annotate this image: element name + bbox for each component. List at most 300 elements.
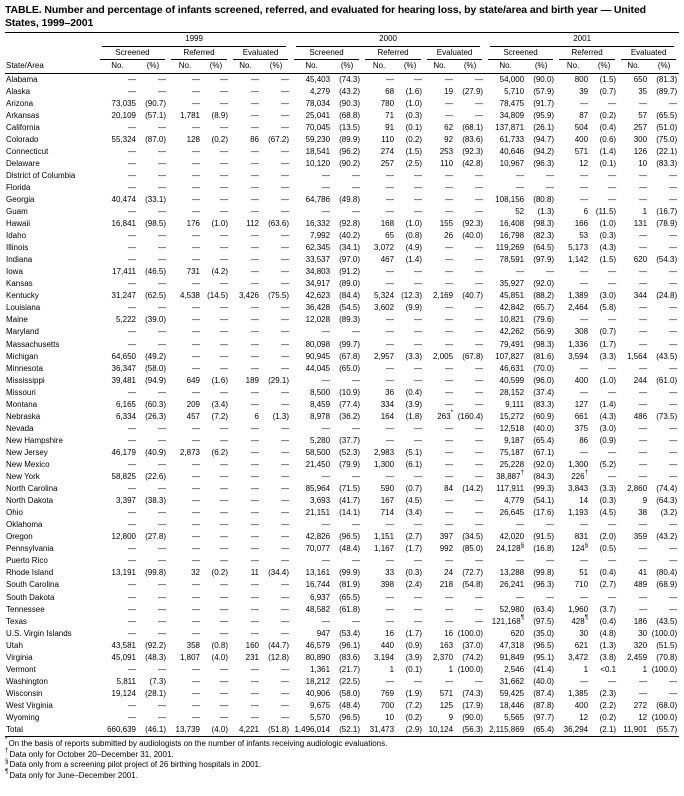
table-row — [5, 73, 679, 86]
value-cell: (99.9) — [339, 568, 361, 578]
value-cell: (96.3) — [533, 158, 555, 168]
value-cell: — — [475, 604, 484, 614]
value-cell: — — [516, 520, 525, 530]
value-cell: 3,693 — [310, 496, 331, 506]
table-row — [5, 495, 679, 507]
value-cell: — — [669, 194, 678, 204]
value-cell: (79.9) — [339, 460, 361, 469]
value-cell: 3,397 — [115, 496, 136, 506]
value-cell: — — [580, 279, 589, 289]
value-cell: 12 — [638, 712, 648, 722]
value-cell: — — [669, 170, 678, 180]
value-cell: — — [158, 86, 166, 96]
state-cell: Georgia — [6, 194, 35, 204]
footnote-marker: § — [5, 757, 9, 765]
value-cell: 164 — [380, 411, 395, 421]
value-cell: (75.0) — [656, 134, 678, 144]
value-cell: (38.3) — [145, 496, 166, 506]
value-cell: — — [386, 363, 395, 373]
value-cell: — — [158, 423, 166, 433]
value-cell: (58.0) — [145, 363, 166, 373]
value-cell: — — [322, 520, 331, 530]
footnote-marker: † — [5, 747, 9, 755]
value-cell: — — [192, 484, 200, 494]
value-cell: — — [281, 122, 290, 132]
value-cell: — — [608, 676, 617, 686]
value-cell: — — [158, 339, 166, 349]
value-cell: — — [352, 182, 361, 192]
value-cell: — — [475, 74, 484, 84]
value-cell: — — [475, 363, 484, 373]
value-cell: (3.8) — [599, 652, 617, 662]
table-row — [5, 351, 679, 363]
value-cell: — — [158, 556, 166, 566]
value-cell: — — [516, 592, 525, 602]
value-cell: — — [669, 592, 678, 602]
value-cell: — — [445, 556, 454, 566]
value-cell: (0.2) — [405, 712, 423, 722]
table-row — [5, 278, 679, 290]
value-cell: — — [352, 375, 361, 385]
value-cell: 7,992 — [310, 231, 331, 241]
value-cell: 91,849 — [499, 652, 525, 662]
footnote-text: Data only for June–December 2001. — [9, 770, 138, 780]
value-cell: — — [322, 472, 331, 482]
measure-label: Screened — [100, 47, 165, 61]
value-cell: 1,960 — [568, 604, 589, 614]
value-cell: (1.3) — [272, 411, 290, 421]
value-cell: 1 — [642, 207, 648, 217]
value-cell: (0.7) — [599, 327, 617, 337]
value-cell: — — [128, 182, 136, 192]
value-cell: 1,781 — [179, 110, 200, 120]
footnote — [5, 747, 679, 761]
value-cell: 39,481 — [111, 375, 136, 385]
value-cell: 16,744 — [305, 580, 331, 590]
value-cell: — — [251, 508, 259, 518]
value-cell: — — [445, 207, 454, 217]
value-cell: 51 — [579, 568, 589, 578]
value-cell: (44.7) — [268, 640, 290, 650]
value-cell: — — [414, 472, 423, 482]
value-cell: — — [192, 279, 200, 289]
value-cell: — — [639, 315, 648, 325]
value-cell: (3.0) — [599, 291, 617, 301]
value-cell: (16.8) — [533, 544, 555, 554]
value-cell: (35.0) — [533, 628, 555, 638]
value-cell: — — [192, 616, 200, 626]
value-cell: — — [386, 315, 395, 325]
value-cell: — — [414, 327, 423, 337]
value-cell: — — [220, 146, 228, 156]
value-cell: 57 — [638, 110, 648, 120]
value-cell: (100.0) — [651, 712, 678, 722]
value-cell: — — [251, 688, 259, 698]
value-cell: — — [639, 592, 648, 602]
value-cell: — — [608, 387, 617, 397]
value-cell: — — [220, 520, 228, 530]
value-cell: 320 — [633, 640, 648, 650]
value-cell: (49.8) — [339, 194, 361, 204]
column-header-pct: (%) — [649, 60, 679, 73]
value-cell: — — [669, 447, 678, 457]
value-cell: (2.4) — [405, 580, 423, 590]
value-cell: — — [386, 182, 395, 192]
value-cell: 32 — [191, 568, 200, 578]
value-cell: (100.0) — [651, 664, 678, 674]
value-cell: 257 — [633, 122, 648, 132]
value-cell: (27.9) — [462, 86, 484, 96]
value-cell: 30 — [579, 628, 589, 638]
value-cell: — — [281, 255, 290, 265]
value-cell: — — [445, 508, 454, 518]
state-cell: Illinois — [6, 243, 29, 253]
value-cell: (3.7) — [599, 604, 617, 614]
value-cell: — — [220, 544, 228, 554]
value-cell: (98.3) — [533, 219, 555, 229]
value-cell: — — [281, 592, 290, 602]
value-cell: 167 — [380, 496, 395, 506]
value-cell: 375 — [574, 423, 589, 433]
column-header-no: No. — [168, 60, 202, 73]
value-cell: (8.9) — [211, 110, 228, 120]
value-cell: 4,779 — [504, 496, 525, 506]
value-cell: (84.3) — [533, 472, 555, 482]
value-cell: 620 — [510, 628, 525, 638]
state-cell: North Dakota — [6, 496, 54, 506]
value-cell: (34.1) — [339, 243, 361, 253]
value-cell: — — [251, 303, 259, 313]
value-cell: — — [192, 231, 200, 241]
value-cell: 17,411 — [112, 267, 136, 277]
value-cell: — — [251, 327, 259, 337]
value-cell: 110 — [381, 134, 395, 144]
value-cell: (1.3) — [599, 640, 617, 650]
value-cell: — — [608, 520, 617, 530]
value-cell: — — [128, 122, 136, 132]
value-cell: 10,120 — [305, 158, 331, 168]
value-cell: 31,473 — [369, 725, 395, 735]
value-cell: — — [475, 194, 484, 204]
value-cell: 2,169 — [433, 291, 454, 301]
value-cell: 42,262 — [499, 327, 525, 337]
value-cell: 92 — [444, 134, 454, 144]
value-cell: (1.8) — [405, 411, 423, 421]
value-cell: — — [281, 447, 290, 457]
value-cell: — — [220, 182, 228, 192]
value-cell: (78.9) — [656, 219, 678, 229]
value-cell: (67.1) — [533, 447, 555, 457]
value-cell: — — [445, 496, 454, 506]
value-cell: 108,156 — [495, 194, 525, 204]
value-cell: — — [128, 423, 136, 433]
value-cell: (94.9) — [145, 375, 166, 385]
value-cell: 10,967 — [499, 158, 525, 168]
value-cell: (0.8) — [211, 640, 228, 650]
value-cell: (0.3) — [405, 110, 423, 120]
value-cell: — — [475, 170, 484, 180]
value-cell: — — [220, 604, 228, 614]
value-cell: — — [220, 279, 228, 289]
value-cell: — — [220, 255, 228, 265]
value-cell: — — [220, 676, 228, 686]
value-cell: (96.5) — [533, 640, 555, 650]
value-cell: (81.6) — [533, 351, 555, 361]
value-cell: — — [251, 447, 259, 457]
value-cell: (74.2) — [462, 652, 484, 662]
year-label: 2000 — [296, 33, 480, 47]
measure-header-screened — [485, 47, 556, 61]
table-row — [5, 218, 679, 230]
value-cell: — — [158, 664, 166, 674]
value-cell: — — [220, 592, 228, 602]
footnotes — [5, 736, 679, 781]
value-cell: — — [281, 243, 290, 253]
value-cell: — — [414, 616, 423, 626]
value-cell: (51.8) — [268, 725, 290, 735]
column-header-pct: (%) — [590, 60, 618, 73]
value-cell: 44,045 — [305, 363, 331, 373]
value-cell: — — [546, 556, 555, 566]
table-row — [5, 110, 679, 122]
value-cell: — — [669, 604, 678, 614]
table-row — [5, 423, 679, 435]
value-cell: 39 — [579, 86, 589, 96]
value-cell: — — [475, 472, 484, 482]
value-cell: (96.0) — [533, 375, 555, 385]
value-cell: 166 — [574, 219, 589, 229]
column-header-no: No. — [556, 60, 590, 73]
table-row — [5, 206, 679, 218]
value-cell: 53 — [579, 231, 589, 241]
value-cell: (1.6) — [405, 86, 423, 96]
value-cell: — — [251, 676, 259, 686]
value-cell: (22.6) — [145, 472, 166, 482]
value-cell: 10 — [385, 712, 395, 722]
value-cell: — — [445, 194, 454, 204]
value-cell: — — [281, 339, 290, 349]
value-cell: (4.0) — [211, 652, 228, 662]
data-table — [5, 32, 679, 737]
value-cell: (89.7) — [656, 86, 678, 96]
value-cell: (58.0) — [339, 688, 361, 698]
table-row — [5, 254, 679, 266]
value-cell: (17.9) — [462, 700, 484, 710]
value-cell: (43.2) — [656, 532, 678, 542]
value-cell: — — [128, 387, 136, 397]
value-cell: 68 — [385, 86, 395, 96]
value-cell: 62,345 — [305, 243, 331, 253]
value-cell: 6 — [254, 411, 259, 421]
value-cell: — — [608, 556, 617, 566]
value-cell: 79,491 — [499, 339, 525, 349]
year-label: 2001 — [490, 33, 674, 47]
value-cell: — — [445, 303, 454, 313]
value-cell: (4.2) — [211, 267, 228, 277]
value-cell: — — [192, 182, 200, 192]
value-cell: — — [386, 604, 395, 614]
value-cell: 5,811 — [116, 676, 136, 686]
value-cell: — — [414, 182, 423, 192]
value-cell: — — [281, 520, 290, 530]
value-cell: 35,927 — [499, 279, 525, 289]
value-cell: 6,937 — [310, 592, 331, 602]
value-cell: 1,300 — [374, 460, 395, 469]
column-header-pct: (%) — [526, 60, 556, 73]
value-cell: 571 — [574, 146, 589, 156]
value-cell: — — [639, 327, 648, 337]
value-cell: — — [192, 544, 200, 554]
value-cell: — — [281, 207, 290, 217]
value-cell: (4.3) — [599, 411, 617, 421]
table-row — [5, 363, 679, 375]
value-cell: 13,288 — [499, 568, 525, 578]
value-cell: — — [251, 387, 259, 397]
value-cell: (57.1) — [145, 110, 166, 120]
value-cell: (83.6) — [339, 652, 361, 662]
value-cell: — — [669, 279, 678, 289]
value-cell: (61.8) — [339, 604, 361, 614]
value-cell: 33 — [385, 568, 395, 578]
value-cell: 3,843 — [568, 484, 589, 494]
value-cell: — — [386, 616, 395, 626]
value-cell: — — [414, 170, 423, 180]
value-cell: (67.8) — [462, 351, 484, 361]
value-cell: — — [158, 616, 166, 626]
value-cell: 400 — [574, 700, 589, 710]
value-cell: — — [475, 375, 484, 385]
value-cell: — — [639, 435, 648, 445]
value-cell: — — [414, 339, 423, 349]
value-cell: — — [158, 460, 166, 469]
value-cell: (100.0) — [457, 628, 484, 638]
value-cell: 155 — [439, 219, 454, 229]
value-cell: — — [128, 146, 136, 156]
value-cell: — — [158, 484, 166, 494]
value-cell: (16.7) — [656, 207, 678, 217]
value-cell: (51.0) — [656, 122, 678, 132]
value-cell: — — [158, 520, 166, 530]
value-cell: (48.4) — [339, 544, 361, 554]
value-cell: (0.5) — [599, 544, 617, 554]
table-body — [5, 73, 679, 737]
value-cell: — — [251, 315, 259, 325]
value-cell: 3,194 — [374, 652, 395, 662]
value-cell: — — [669, 267, 678, 277]
value-cell: (92.8) — [339, 219, 361, 229]
value-cell: — — [281, 387, 290, 397]
value-cell: — — [445, 604, 454, 614]
value-cell: 73,035 — [111, 98, 136, 108]
value-cell: (43.5) — [656, 351, 678, 361]
value-cell: 127 — [574, 399, 589, 409]
value-cell: 1,151 — [374, 532, 395, 542]
value-cell: 590 — [380, 484, 395, 494]
value-cell: 272 — [633, 700, 648, 710]
value-cell: — — [192, 580, 200, 590]
value-cell: — — [158, 74, 166, 84]
value-cell — [556, 543, 590, 555]
table-row — [5, 628, 679, 640]
state-cell: Iowa — [6, 267, 23, 277]
value-cell: — — [281, 231, 290, 241]
value-cell: 2,957 — [374, 351, 395, 361]
value-cell: — — [251, 182, 259, 192]
value-cell: 40,646 — [499, 146, 525, 156]
value-cell: (74.4) — [656, 484, 678, 494]
value-cell: 42,020 — [499, 532, 525, 542]
value-cell: — — [639, 194, 648, 204]
value-cell: — — [386, 194, 395, 204]
measure-label: Referred — [559, 47, 615, 61]
value-cell: — — [445, 616, 454, 626]
value-cell: — — [251, 460, 259, 469]
value-cell: (0.4) — [599, 568, 617, 578]
value-cell: (3.9) — [405, 399, 423, 409]
value-cell: — — [158, 604, 166, 614]
value-cell — [485, 613, 526, 628]
value-cell: (68.1) — [462, 122, 484, 132]
value-cell: — — [516, 170, 525, 180]
value-cell: 650 — [633, 74, 648, 84]
value-cell: 1 — [642, 664, 648, 674]
value-cell: — — [192, 86, 200, 96]
value-cell: — — [281, 74, 290, 84]
state-cell: Virginia — [6, 652, 33, 662]
value-cell: 52,980 — [499, 604, 525, 614]
value-cell: 10 — [638, 158, 648, 168]
value-cell: (68.9) — [656, 580, 678, 590]
value-cell: — — [669, 363, 678, 373]
value-cell: — — [192, 98, 200, 108]
value-cell: (68.0) — [656, 700, 678, 710]
table-row — [5, 375, 679, 387]
value-cell: (74.3) — [339, 74, 361, 84]
value-cell: 14 — [579, 496, 589, 506]
value-cell: (1.5) — [405, 146, 423, 156]
value-cell: — — [220, 435, 228, 445]
value-cell: — — [414, 556, 423, 566]
footnote-text: Data only from a screening pilot project of 26 birthing hospitals in 2001. — [9, 760, 262, 770]
value-cell: (12.8) — [268, 652, 290, 662]
value-cell: — — [251, 664, 259, 674]
value-cell: — — [414, 279, 423, 289]
value-cell: — — [445, 676, 454, 686]
value-cell: 55,324 — [111, 134, 136, 144]
table-row — [5, 700, 679, 712]
table-row — [5, 519, 679, 531]
value-cell: — — [352, 423, 361, 433]
value-cell: — — [445, 339, 454, 349]
value-cell: (2.5) — [405, 158, 423, 168]
value-cell: — — [281, 604, 290, 614]
value-cell: (4.8) — [599, 628, 617, 638]
value-cell: 43,581 — [111, 640, 136, 650]
value-cell: (97.7) — [533, 712, 555, 722]
value-cell: 34,803 — [305, 267, 331, 277]
value-cell: 16,798 — [499, 231, 525, 241]
state-cell: Idaho — [6, 231, 27, 241]
value-cell: (70.8) — [656, 652, 678, 662]
value-cell: (65.4) — [533, 435, 555, 445]
value-cell: (7.3) — [149, 676, 166, 686]
year-header-row — [5, 33, 679, 47]
value-cell: — — [220, 194, 228, 204]
value-cell: — — [251, 86, 259, 96]
value-cell: — — [669, 327, 678, 337]
measure-header-referred — [556, 47, 618, 61]
state-cell: West Virginia — [6, 700, 53, 710]
